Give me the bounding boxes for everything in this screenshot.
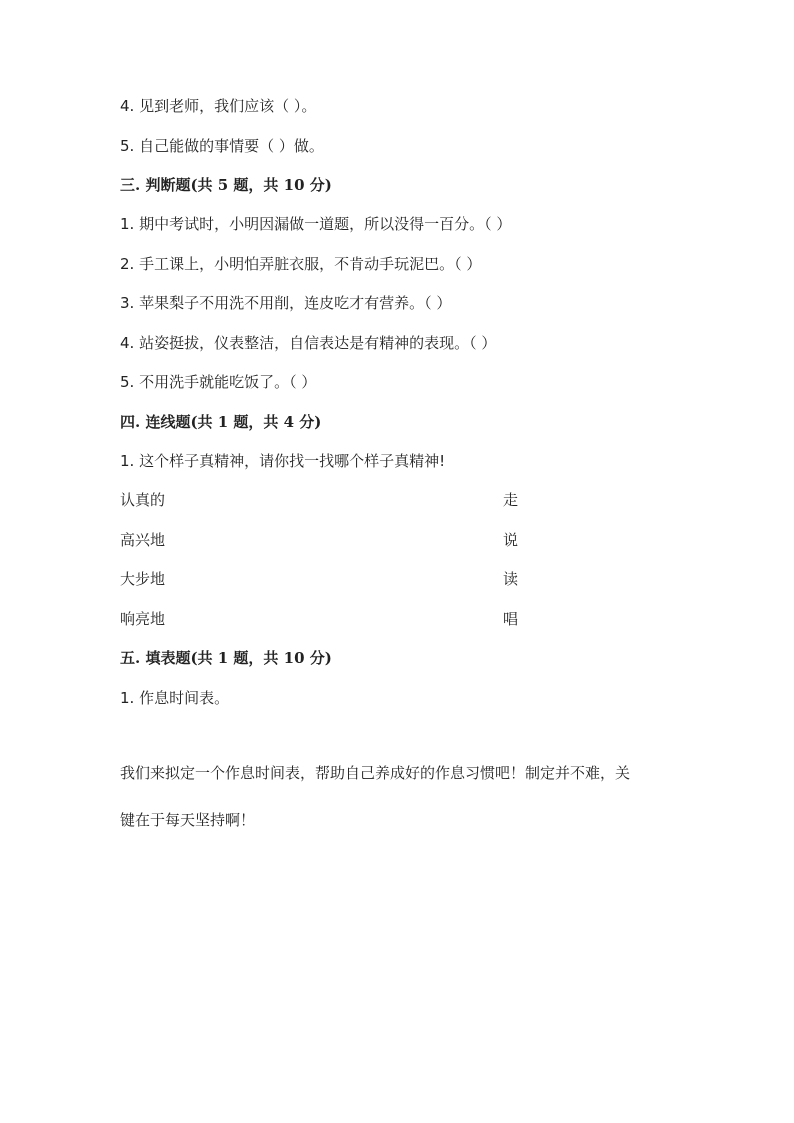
matching-left-item-1: 认真的 bbox=[120, 491, 166, 509]
matching-right-item-4: 唱 bbox=[503, 610, 519, 628]
matching-left-item-4: 响亮地 bbox=[120, 610, 166, 628]
section-heading-table: 五. 填表题(共 1 题，共 10 分) bbox=[120, 649, 332, 667]
table-question: 1. 作息时间表。 bbox=[120, 689, 230, 707]
matching-right-item-2: 说 bbox=[503, 531, 519, 549]
table-intro-line-1: 我们来拟定一个作息时间表，帮助自己养成好的作息习惯吧！制定并不难，关 bbox=[120, 764, 631, 782]
question-fill-blank-4: 4. 见到老师，我们应该（ ）。 bbox=[120, 97, 317, 115]
judgement-item-4: 4. 站姿挺拔，仪表整洁，自信表达是有精神的表现。（ ） bbox=[120, 334, 497, 352]
matching-right-item-1: 走 bbox=[503, 491, 519, 509]
matching-question: 1. 这个样子真精神，请你找一找哪个样子真精神! bbox=[120, 452, 446, 470]
judgement-item-1: 1. 期中考试时，小明因漏做一道题，所以没得一百分。（ ） bbox=[120, 215, 512, 233]
section-heading-matching: 四. 连线题(共 1 题，共 4 分) bbox=[120, 413, 322, 431]
section-heading-judgement: 三. 判断题(共 5 题，共 10 分) bbox=[120, 176, 332, 194]
matching-left-item-3: 大步地 bbox=[120, 570, 166, 588]
judgement-item-2: 2. 手工课上，小明怕弄脏衣服，不肯动手玩泥巴。（ ） bbox=[120, 255, 482, 273]
question-fill-blank-5: 5. 自己能做的事情要（ ）做。 bbox=[120, 137, 324, 155]
matching-right-item-3: 读 bbox=[503, 570, 519, 588]
judgement-item-3: 3. 苹果梨子不用洗不用削，连皮吃才有营养。（ ） bbox=[120, 294, 452, 312]
judgement-item-5: 5. 不用洗手就能吃饭了。（ ） bbox=[120, 373, 317, 391]
table-intro-line-2: 键在于每天坚持啊！ bbox=[120, 811, 256, 829]
matching-left-item-2: 高兴地 bbox=[120, 531, 166, 549]
